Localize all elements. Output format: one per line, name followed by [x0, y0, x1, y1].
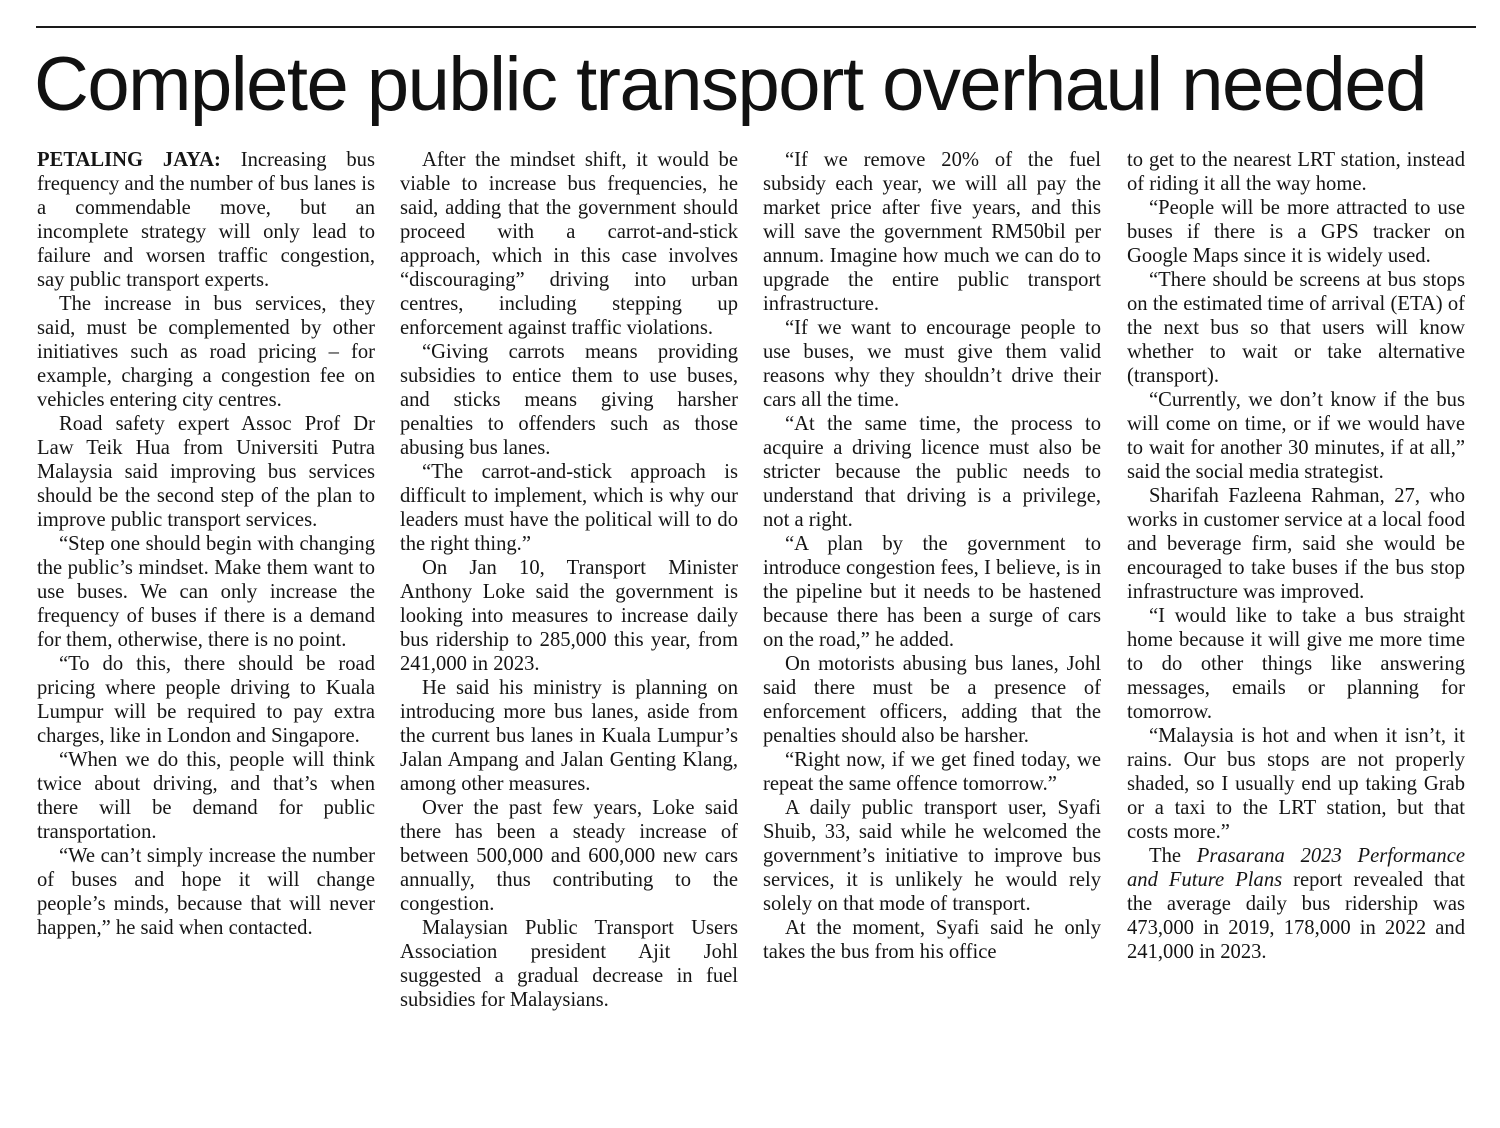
paragraph: “If we remove 20% of the fuel subsidy each year, we will all pay the market price after five years, and this will save the government RM50bil per annum. Imagine how much we can do to upgrade the entire public transport infrastructure. [763, 149, 1101, 315]
paragraph: After the mindset shift, it would be viable to increase bus frequencies, he said, adding that the government should proceed with a carrot-and-stick approach, which in this case involves “discouraging” driving into urban centres, including stepping up enforcement against traffic violations. [400, 149, 738, 339]
article-column-4 [1127, 148, 1465, 1098]
paragraph: Over the past few years, Loke said there has been a steady increase of between 500,000 and 600,000 new cars annually, thus contributing to the congestion. [400, 797, 738, 915]
paragraph: “Right now, if we get fined today, we repeat the same offence tomorrow.” [763, 749, 1101, 795]
dateline: PETALING JAYA: [37, 149, 221, 171]
paragraph: The increase in bus services, they said, must be complemented by other initiatives such as road pricing – for example, charging a congestion fee on vehicles entering city centres. [37, 293, 375, 411]
closing-pre: The [1149, 845, 1197, 867]
paragraph: “Giving carrots means providing subsidies to entice them to use buses, and sticks means giving harsher penalties to offenders such as those abusing bus lanes. [400, 341, 738, 459]
paragraph: At the moment, Syafi said he only takes the bus from his office [763, 917, 1101, 963]
paragraph: “A plan by the government to introduce congestion fees, I believe, is in the pipeline but it needs to be hastened because there has been a surge of cars on the road,” he added. [763, 533, 1101, 651]
paragraph: On Jan 10, Transport Minister Anthony Loke said the government is looking into measures to increase daily bus ridership to 285,000 this year, from 241,000 in 2023. [400, 557, 738, 675]
lead-paragraph [37, 148, 375, 292]
article-column-2 [400, 148, 738, 1098]
paragraph: “There should be screens at bus stops on the estimated time of arrival (ETA) of the next bus so that users will know whether to wait or take alternative (transport). [1127, 269, 1465, 387]
paragraph: “People will be more attracted to use buses if there is a GPS tracker on Google Maps since it is widely used. [1127, 197, 1465, 267]
paragraph: “Step one should begin with changing the public’s mindset. Make them want to use buses. We can only increase the frequency of buses if there is a demand for them, otherwise, there is no point. [37, 533, 375, 651]
paragraph: “Currently, we don’t know if the bus will come on time, or if we would have to wait for another 30 minutes, if at all,” said the social media strategist. [1127, 389, 1465, 483]
paragraph: A daily public transport user, Syafi Shuib, 33, said while he welcomed the government’s initiative to improve bus services, it is unlikely he would rely solely on that mode of transport. [763, 797, 1101, 915]
report-title: Prasarana 2023 Performance and Future Plans [1127, 845, 1465, 891]
closing-post: report revealed that the average daily bus ridership was 473,000 in 2019, 178,000 in 2022 and 241,000 in 2023. [1127, 869, 1465, 963]
paragraph: Road safety expert Assoc Prof Dr Law Teik Hua from Universiti Putra Malaysia said improving bus services should be the second step of the plan to improve public transport services. [37, 413, 375, 531]
continued-paragraph: to get to the nearest LRT station, instead of riding it all the way home. [1127, 149, 1465, 195]
paragraph: He said his ministry is planning on introducing more bus lanes, aside from the current bus lanes in Kuala Lumpur’s Jalan Ampang and Jalan Genting Klang, among other measures. [400, 677, 738, 795]
paragraph: “To do this, there should be road pricing where people driving to Kuala Lumpur will be required to pay extra charges, like in London and Singapore. [37, 653, 375, 747]
article-column-1 [37, 148, 375, 1098]
paragraph: “The carrot-and-stick approach is difficult to implement, which is why our leaders must have the political will to do the right thing.” [400, 461, 738, 555]
article-column-3 [763, 148, 1101, 1098]
closing-paragraph [1127, 844, 1465, 964]
lead-text: Increasing bus frequency and the number of bus lanes is a commendable move, but an incomplete strategy will only lead to failure and worsen traffic congestion, say public transport experts. [37, 149, 375, 291]
paragraph: “We can’t simply increase the number of buses and hope it will change people’s minds, because that will never happen,” he said when contacted. [37, 845, 375, 939]
paragraph: “I would like to take a bus straight home because it will give me more time to do other things like answering messages, emails or planning for tomorrow. [1127, 605, 1465, 723]
paragraph: “When we do this, people will think twice about driving, and that’s when there will be demand for public transportation. [37, 749, 375, 843]
paragraph: On motorists abusing bus lanes, Johl said there must be a presence of enforcement officers, adding that the penalties should also be harsher. [763, 653, 1101, 747]
paragraph: “At the same time, the process to acquire a driving licence must also be stricter because the public needs to understand that driving is a privilege, not a right. [763, 413, 1101, 531]
paragraph: “If we want to encourage people to use buses, we must give them valid reasons why they shouldn’t drive their cars all the time. [763, 317, 1101, 411]
paragraph: Sharifah Fazleena Rahman, 27, who works in customer service at a local food and beverage firm, said she would be encouraged to take buses if the bus stop infrastructure was improved. [1127, 485, 1465, 603]
paragraph: Malaysian Public Transport Users Association president Ajit Johl suggested a gradual decrease in fuel subsidies for Malaysians. [400, 917, 738, 1011]
headline: Complete public transport overhaul needed [34, 42, 1426, 127]
top-rule [36, 26, 1476, 28]
paragraph: “Malaysia is hot and when it isn’t, it rains. Our bus stops are not properly shaded, so I usually end up taking Grab or a taxi to the LRT station, but that costs more.” [1127, 725, 1465, 843]
